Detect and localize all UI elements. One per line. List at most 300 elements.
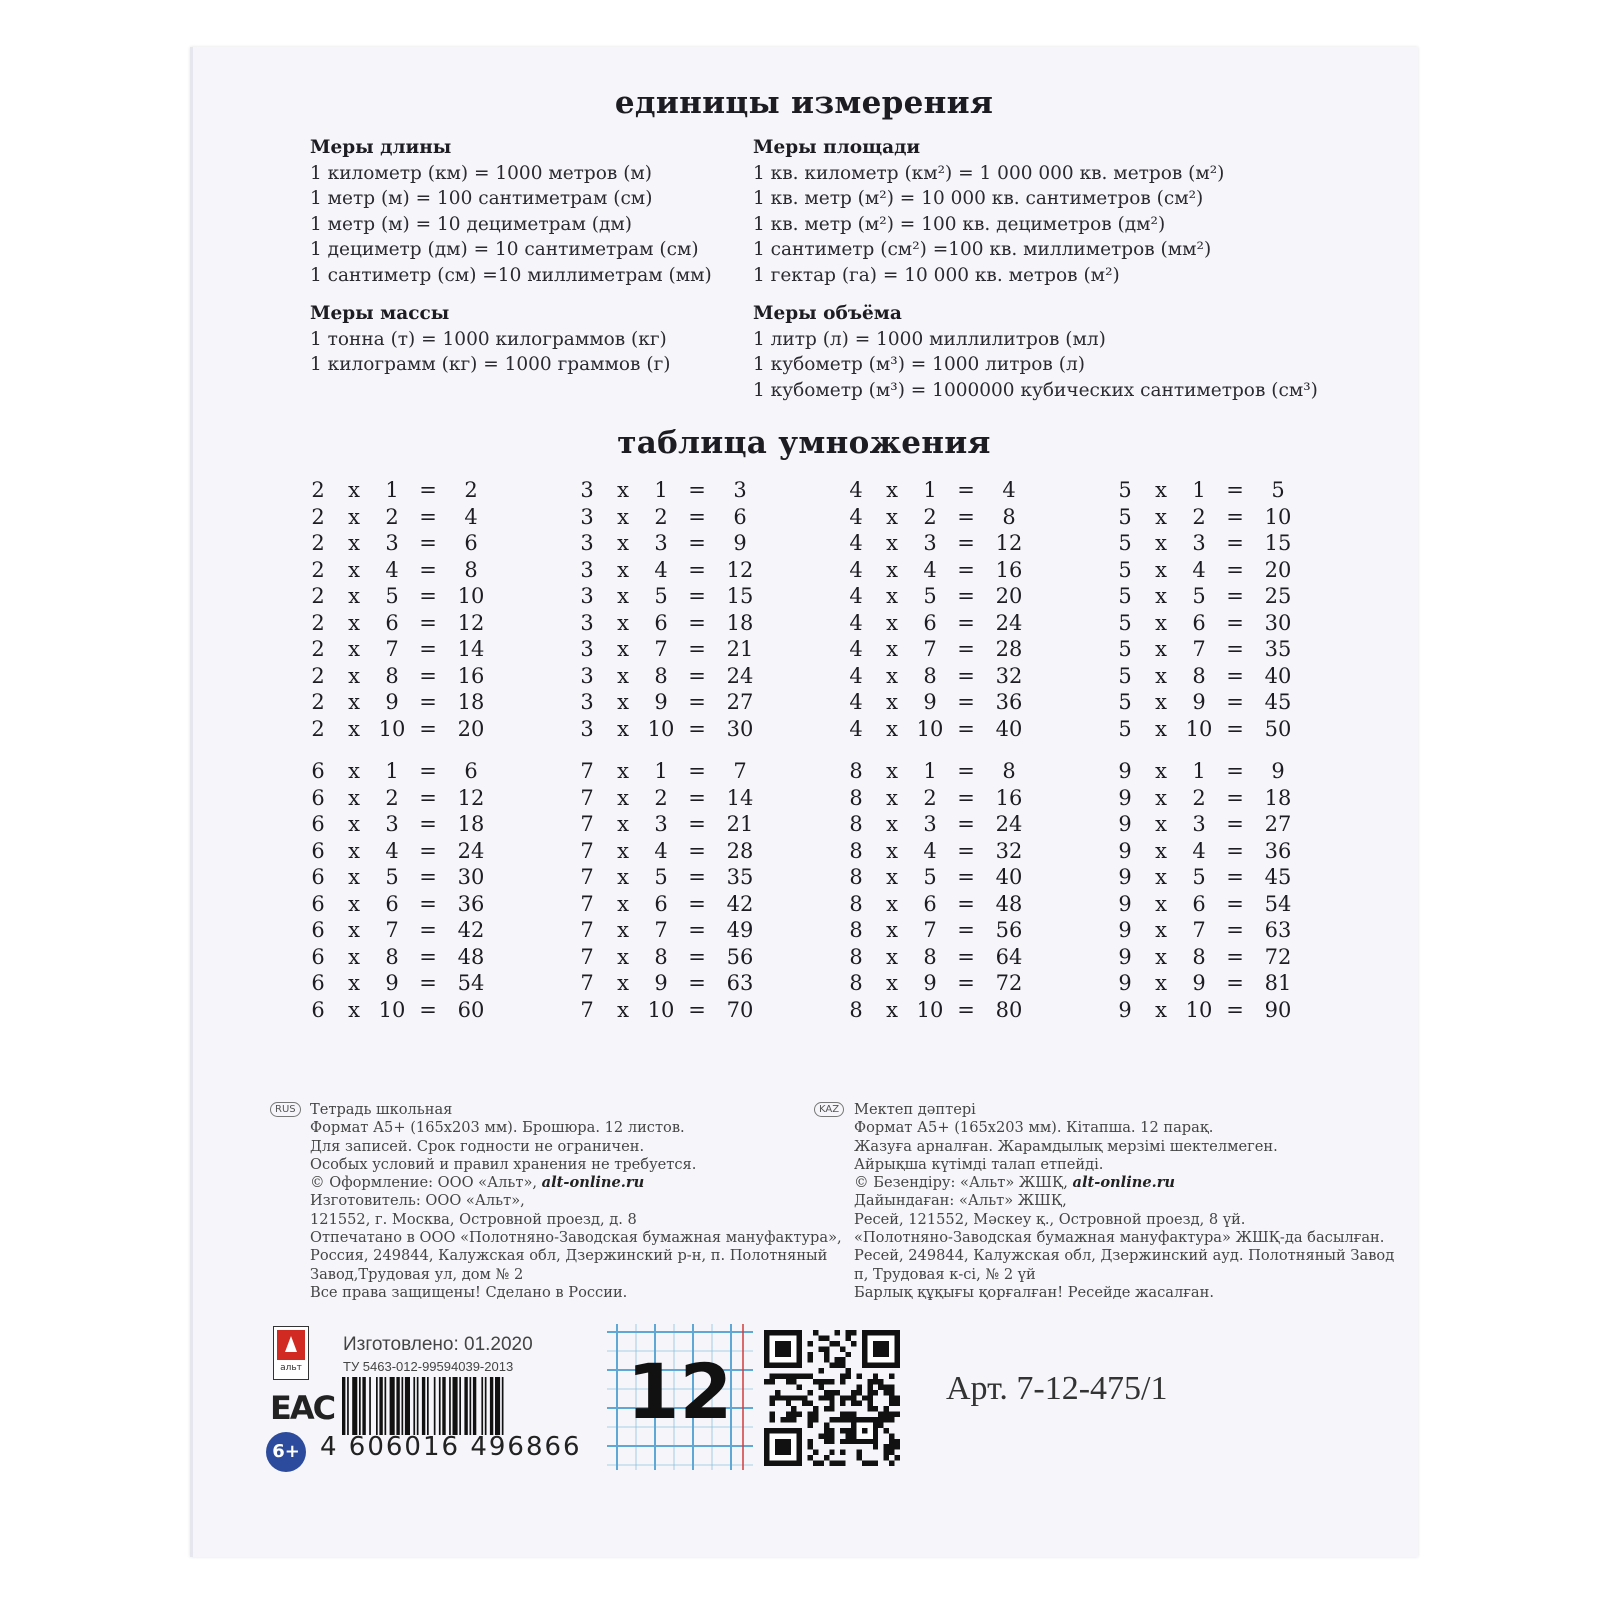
times-sign: x (348, 812, 360, 836)
factor-a: 4 (849, 716, 863, 741)
times-table-row (1112, 758, 1300, 785)
factor-b: 8 (923, 944, 937, 969)
info-line: Тетрадь школьная (310, 1101, 453, 1118)
notebook-back-cover (190, 47, 1418, 1557)
barcode-icon (340, 1377, 578, 1435)
factor-b: 1 (385, 478, 399, 502)
factor-b: 8 (923, 663, 937, 688)
equals-sign: = (688, 838, 706, 863)
equals-sign: = (1226, 663, 1244, 688)
factor-b: 6 (385, 610, 399, 635)
equals-sign: = (419, 663, 437, 688)
factor-a: 2 (311, 637, 325, 661)
times-sign: x (617, 716, 629, 741)
equals-sign: = (957, 812, 975, 836)
times-table-row (843, 944, 1031, 971)
factor-b: 6 (654, 891, 668, 916)
factor-a: 5 (1118, 557, 1132, 582)
factor-a: 7 (580, 759, 594, 783)
info-line: Мектеп дәптері (854, 1101, 976, 1118)
times-table (1112, 758, 1300, 1023)
factor-a: 2 (311, 531, 325, 555)
factor-a: 6 (311, 812, 325, 836)
times-sign: x (348, 918, 360, 942)
equals-sign: = (688, 557, 706, 582)
factor-b: 8 (654, 663, 668, 688)
times-sign: x (617, 812, 629, 836)
product: 10 (457, 584, 485, 608)
times-table-row (305, 891, 493, 918)
qr-code-icon (764, 1330, 900, 1466)
product: 27 (1264, 812, 1292, 836)
factor-a: 5 (1118, 584, 1132, 608)
product: 9 (733, 531, 747, 555)
times-sign: x (348, 759, 360, 783)
times-table-row (305, 811, 493, 838)
times-table (843, 758, 1031, 1023)
times-sign: x (348, 865, 360, 889)
product: 18 (726, 610, 754, 635)
factor-a: 5 (1118, 637, 1132, 661)
times-sign: x (1155, 557, 1167, 582)
times-table-row (574, 557, 762, 584)
equals-sign: = (957, 918, 975, 942)
product: 18 (1264, 785, 1292, 810)
factor-a: 6 (311, 997, 325, 1022)
product: 42 (726, 891, 754, 916)
length-line: 1 сантиметр (см) =10 миллиметрам (мм) (310, 264, 712, 286)
equals-sign: = (1226, 759, 1244, 783)
factor-b: 10 (1185, 716, 1213, 741)
eac-mark: EAC (270, 1389, 335, 1427)
equals-sign: = (1226, 584, 1244, 608)
times-table-row (305, 583, 493, 610)
info-line: п, Трудовая к-сі, № 2 үй (854, 1265, 1036, 1283)
times-sign: x (886, 531, 898, 555)
times-table-row (574, 689, 762, 716)
factor-b: 10 (647, 997, 675, 1022)
factor-b: 1 (654, 478, 668, 502)
equals-sign: = (688, 716, 706, 741)
factor-a: 4 (849, 690, 863, 714)
product: 80 (995, 997, 1023, 1022)
times-table (305, 758, 493, 1023)
product: 16 (457, 663, 485, 688)
factor-b: 2 (654, 504, 668, 529)
site-link[interactable]: alt-online.ru (1072, 1174, 1176, 1192)
times-table-row (843, 758, 1031, 785)
times-table-row (574, 864, 762, 891)
info-line: © Оформление: ООО «Альт», (310, 1174, 542, 1192)
area-measures (753, 135, 1224, 288)
times-sign: x (617, 891, 629, 916)
factor-b: 10 (1185, 997, 1213, 1022)
factor-a: 8 (849, 891, 863, 916)
times-sign: x (348, 785, 360, 810)
info-line: Формат А5+ (165х203 мм). Кітапша. 12 парақ. (854, 1119, 1214, 1137)
factor-b: 8 (1192, 944, 1206, 969)
factor-a: 9 (1118, 838, 1132, 863)
factor-a: 9 (1118, 812, 1132, 836)
times-sign: x (348, 531, 360, 555)
factor-b: 3 (1192, 531, 1206, 555)
factor-b: 5 (385, 865, 399, 889)
product: 5 (1271, 478, 1285, 502)
times-table (574, 477, 762, 742)
times-sign: x (348, 690, 360, 714)
equals-sign: = (419, 865, 437, 889)
factor-b: 1 (1192, 478, 1206, 502)
times-table-row (1112, 864, 1300, 891)
product: 35 (1264, 637, 1292, 661)
product: 32 (995, 663, 1023, 688)
times-table-row (574, 610, 762, 637)
factor-a: 4 (849, 504, 863, 529)
factor-b: 4 (1192, 838, 1206, 863)
times-table-row (843, 716, 1031, 743)
info-line: © Безендіру: «Альт» ЖШҚ, (854, 1174, 1073, 1192)
factor-a: 2 (311, 690, 325, 714)
times-table-row (1112, 636, 1300, 663)
length-line: 1 метр (м) = 10 дециметрам (дм) (310, 213, 632, 235)
times-sign: x (1155, 478, 1167, 502)
factor-a: 5 (1118, 504, 1132, 529)
times-sign: x (886, 759, 898, 783)
factor-a: 2 (311, 584, 325, 608)
factor-a: 6 (311, 838, 325, 863)
info-line: Для записей. Срок годности не ограничен. (310, 1137, 645, 1155)
times-sign: x (617, 504, 629, 529)
product: 4 (1002, 478, 1016, 502)
factor-a: 3 (580, 557, 594, 582)
product: 6 (464, 759, 478, 783)
equals-sign: = (419, 812, 437, 836)
equals-sign: = (957, 997, 975, 1022)
factor-a: 6 (311, 918, 325, 942)
times-table-row (305, 838, 493, 865)
product: 40 (995, 865, 1023, 889)
times-sign: x (886, 838, 898, 863)
factor-b: 7 (1192, 637, 1206, 661)
times-table-row (1112, 917, 1300, 944)
factor-a: 2 (311, 663, 325, 688)
times-table-row (305, 504, 493, 531)
factor-b: 3 (923, 812, 937, 836)
times-table-row (1112, 530, 1300, 557)
factor-b: 1 (385, 759, 399, 783)
factor-b: 8 (654, 944, 668, 969)
factor-a: 5 (1118, 531, 1132, 555)
equals-sign: = (1226, 690, 1244, 714)
times-sign: x (617, 478, 629, 502)
equals-sign: = (419, 759, 437, 783)
product: 2 (464, 478, 478, 502)
product: 72 (1264, 944, 1292, 969)
times-sign: x (886, 690, 898, 714)
factor-a: 2 (311, 557, 325, 582)
factor-b: 2 (1192, 504, 1206, 529)
equals-sign: = (957, 557, 975, 582)
times-sign: x (617, 865, 629, 889)
times-sign: x (1155, 531, 1167, 555)
factor-a: 8 (849, 785, 863, 810)
times-table-row (574, 716, 762, 743)
times-sign: x (617, 557, 629, 582)
product: 36 (457, 891, 485, 916)
times-sign: x (348, 504, 360, 529)
factor-b: 8 (1192, 663, 1206, 688)
product: 50 (1264, 716, 1292, 741)
mass-line: 1 килограмм (кг) = 1000 граммов (г) (310, 354, 671, 375)
factor-b: 9 (654, 690, 668, 714)
info-kaz (854, 1101, 1394, 1302)
product: 90 (1264, 997, 1292, 1022)
times-sign: x (348, 663, 360, 688)
times-sign: x (348, 838, 360, 863)
equals-sign: = (957, 531, 975, 555)
equals-sign: = (1226, 637, 1244, 661)
factor-a: 8 (849, 944, 863, 969)
factor-a: 2 (311, 504, 325, 529)
times-table-row (574, 477, 762, 504)
equals-sign: = (1226, 557, 1244, 582)
times-sign: x (617, 610, 629, 635)
factor-b: 9 (1192, 971, 1206, 995)
info-line-with-site (310, 1174, 842, 1192)
times-sign: x (1155, 690, 1167, 714)
times-sign: x (617, 531, 629, 555)
equals-sign: = (1226, 504, 1244, 529)
product: 30 (457, 865, 485, 889)
rus-badge: RUS (270, 1102, 301, 1117)
times-sign: x (617, 838, 629, 863)
times-table-row (843, 811, 1031, 838)
product: 20 (1264, 557, 1292, 582)
times-sign: x (886, 971, 898, 995)
equals-sign: = (419, 584, 437, 608)
times-table-row (305, 785, 493, 812)
product: 25 (1264, 584, 1292, 608)
times-table-row (574, 838, 762, 865)
times-table-row (305, 689, 493, 716)
equals-sign: = (419, 531, 437, 555)
times-sign: x (1155, 759, 1167, 783)
times-table-row (1112, 944, 1300, 971)
times-sign: x (1155, 716, 1167, 741)
times-sign: x (348, 610, 360, 635)
equals-sign: = (688, 785, 706, 810)
factor-a: 6 (311, 944, 325, 969)
times-table-row (305, 557, 493, 584)
factor-a: 7 (580, 812, 594, 836)
times-sign: x (1155, 865, 1167, 889)
equals-sign: = (957, 785, 975, 810)
times-table-row (574, 530, 762, 557)
times-sign: x (886, 637, 898, 661)
factor-a: 4 (849, 663, 863, 688)
factor-a: 6 (311, 759, 325, 783)
factor-a: 6 (311, 785, 325, 810)
product: 16 (995, 785, 1023, 810)
factor-b: 6 (1192, 891, 1206, 916)
equals-sign: = (688, 812, 706, 836)
times-table-row (843, 557, 1031, 584)
times-sign: x (617, 584, 629, 608)
times-sign: x (348, 478, 360, 502)
equals-sign: = (957, 610, 975, 635)
product: 72 (995, 971, 1023, 995)
product: 8 (1002, 759, 1016, 783)
factor-b: 7 (385, 918, 399, 942)
factor-b: 3 (385, 531, 399, 555)
product: 64 (995, 944, 1023, 969)
factor-a: 7 (580, 838, 594, 863)
info-line: Отпечатано в ООО «Полотняно-Заводская бумажная мануфактура», (310, 1229, 842, 1247)
factor-b: 2 (923, 785, 937, 810)
factor-a: 7 (580, 971, 594, 995)
times-table-row (1112, 891, 1300, 918)
factor-a: 5 (1118, 478, 1132, 502)
times-table-row (574, 663, 762, 690)
equals-sign: = (688, 584, 706, 608)
times-sign: x (617, 690, 629, 714)
info-line: Жазуға арналған. Жарамдылық мерзімі шектелмеген. (854, 1137, 1278, 1155)
times-table-row (843, 891, 1031, 918)
factor-a: 8 (849, 997, 863, 1022)
times-table-row (1112, 504, 1300, 531)
times-sign: x (348, 891, 360, 916)
factor-b: 4 (385, 557, 399, 582)
times-table-row (574, 785, 762, 812)
area-line: 1 кв. километр (км²) = 1 000 000 кв. метров (м²) (753, 162, 1225, 184)
equals-sign: = (957, 716, 975, 741)
times-table-row (305, 636, 493, 663)
factor-b: 4 (654, 557, 668, 582)
times-sign: x (617, 759, 629, 783)
equals-sign: = (957, 865, 975, 889)
times-table (843, 477, 1031, 742)
product: 60 (457, 997, 485, 1022)
factor-a: 8 (849, 865, 863, 889)
area-line: 1 кв. метр (м²) = 100 кв. дециметров (дм²) (753, 213, 1166, 235)
mass-heading: Меры массы (310, 303, 450, 324)
times-sign: x (1155, 971, 1167, 995)
equals-sign: = (957, 838, 975, 863)
equals-sign: = (957, 663, 975, 688)
factor-a: 3 (580, 610, 594, 635)
times-table-row (843, 997, 1031, 1024)
product: 8 (464, 557, 478, 582)
factor-a: 6 (311, 891, 325, 916)
times-sign: x (1155, 785, 1167, 810)
times-sign: x (1155, 637, 1167, 661)
times-table-row (574, 504, 762, 531)
product: 20 (457, 716, 485, 741)
factor-b: 10 (916, 716, 944, 741)
factor-b: 8 (385, 944, 399, 969)
equals-sign: = (688, 918, 706, 942)
equals-sign: = (957, 637, 975, 661)
factor-b: 9 (1192, 690, 1206, 714)
factor-b: 5 (385, 584, 399, 608)
times-sign: x (348, 944, 360, 969)
times-table-row (574, 997, 762, 1024)
product: 27 (726, 690, 754, 714)
times-table-row (843, 785, 1031, 812)
product: 56 (726, 944, 754, 969)
times-table-row (305, 970, 493, 997)
factor-b: 6 (923, 891, 937, 916)
times-table-row (305, 477, 493, 504)
equals-sign: = (688, 944, 706, 969)
equals-sign: = (688, 971, 706, 995)
equals-sign: = (419, 971, 437, 995)
equals-sign: = (957, 504, 975, 529)
equals-sign: = (688, 865, 706, 889)
equals-sign: = (688, 663, 706, 688)
times-table-row (1112, 477, 1300, 504)
info-rus (310, 1101, 842, 1302)
factor-b: 9 (923, 690, 937, 714)
factor-a: 3 (580, 478, 594, 502)
times-table-row (1112, 583, 1300, 610)
equals-sign: = (419, 716, 437, 741)
info-line: 121552, г. Москва, Островной проезд, д. 8 (310, 1210, 637, 1228)
times-table (1112, 477, 1300, 742)
info-line: Особых условий и правил хранения не требуется. (310, 1155, 697, 1173)
info-line: Айрықша күтімді талап етпейді. (854, 1155, 1104, 1173)
equals-sign: = (957, 478, 975, 502)
product: 56 (995, 918, 1023, 942)
equals-sign: = (419, 997, 437, 1022)
times-table-row (1112, 970, 1300, 997)
times-table-row (1112, 997, 1300, 1024)
kaz-badge: KAZ (814, 1102, 844, 1117)
equals-sign: = (688, 531, 706, 555)
times-table-row (1112, 785, 1300, 812)
factor-b: 9 (385, 971, 399, 995)
times-sign: x (886, 865, 898, 889)
site-link[interactable]: alt-online.ru (541, 1174, 645, 1192)
equals-sign: = (688, 759, 706, 783)
equals-sign: = (1226, 838, 1244, 863)
product: 42 (457, 918, 485, 942)
factor-b: 7 (1192, 918, 1206, 942)
tech-spec-code: ТУ 5463-012-99594039-2013 (343, 1359, 514, 1374)
factor-b: 10 (916, 997, 944, 1022)
equals-sign: = (419, 504, 437, 529)
product: 36 (995, 690, 1023, 714)
equals-sign: = (1226, 865, 1244, 889)
product: 21 (726, 637, 754, 661)
times-table-row (843, 610, 1031, 637)
product: 10 (1264, 504, 1292, 529)
times-sign: x (617, 785, 629, 810)
mass-measures (310, 301, 670, 378)
product: 40 (995, 716, 1023, 741)
factor-a: 3 (580, 716, 594, 741)
factor-a: 6 (311, 971, 325, 995)
product: 63 (726, 971, 754, 995)
product: 24 (995, 610, 1023, 635)
times-sign: x (617, 944, 629, 969)
product: 63 (1264, 918, 1292, 942)
factor-b: 2 (923, 504, 937, 529)
factor-b: 9 (654, 971, 668, 995)
factor-a: 2 (311, 610, 325, 635)
factor-b: 6 (1192, 610, 1206, 635)
times-sign: x (617, 637, 629, 661)
